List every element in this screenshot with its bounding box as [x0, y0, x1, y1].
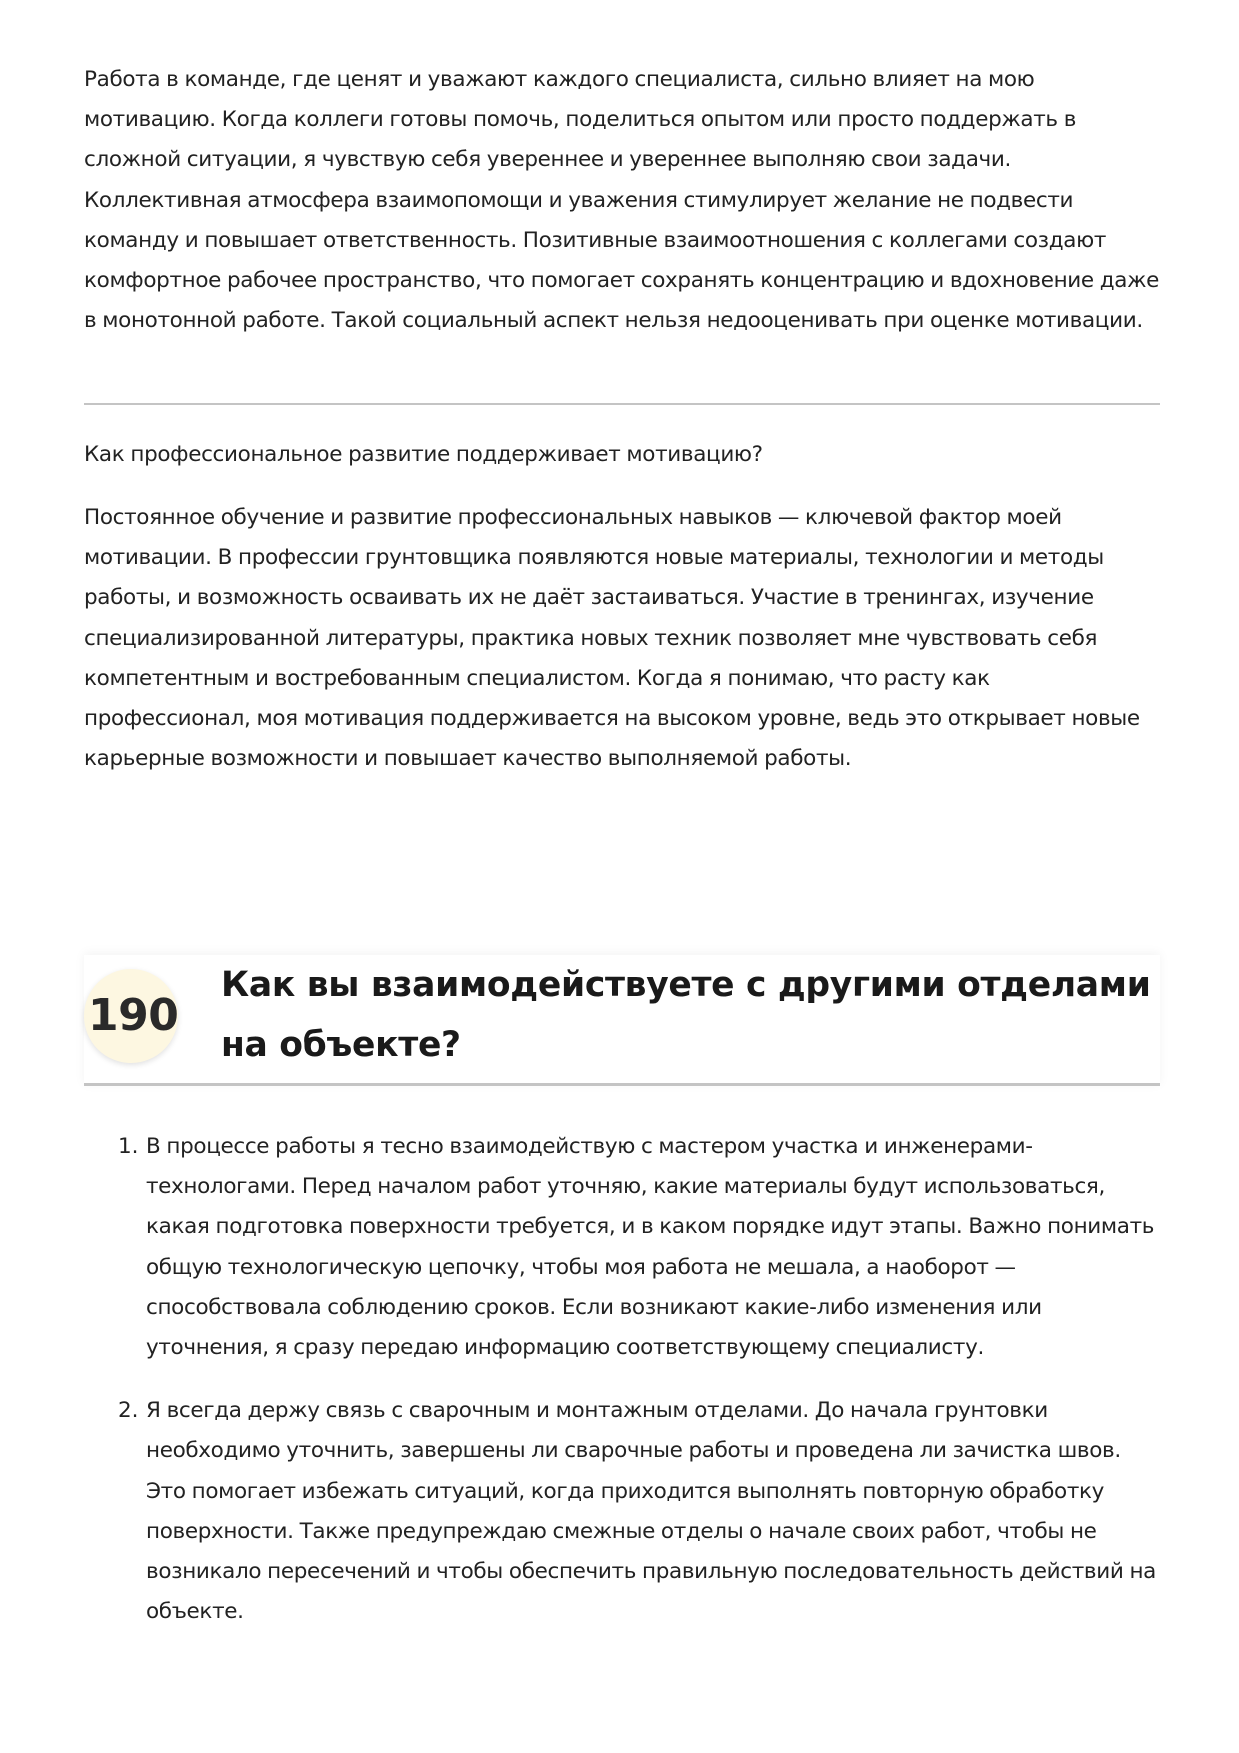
- list-item-text: В процессе работы я тесно взаимодействую с мастером участка и инженерами-технологами. Перед началом работ уточняю, какие материалы будут использоваться, какая подготовка поверхности требуется, и в каком порядке идут этапы. Важно понимать общую технологическую цепочку, чтобы моя работа не мешала, а наоборот — способствовала соблюдению сроков. Если возникают какие-либо изменения или уточнения, я сразу передаю информацию соответствующему специалисту.: [146, 1134, 1155, 1361]
- paragraph-teamwork: Работа в команде, где ценят и уважают каждого специалиста, сильно влияет на мою мотивацию. Когда коллеги готовы помочь, поделиться опытом или просто поддержать в сложной ситуации, я чувствую себя увереннее и увереннее выполняю свои задачи. Коллективная атмосфера взаимопомощи и уважения стимулирует желание не подвести команду и повышает ответственность. Позитивные взаимоотношения с коллегами создают комфортное рабочее пространство, что помогает сохранять концентрацию и вдохновение даже в монотонной работе. Такой социальный аспект нельзя недооценивать при оценке мотивации.: [84, 67, 1159, 334]
- list-item-marker: 1.: [118, 1134, 139, 1159]
- list-item: [118, 1391, 1160, 1632]
- paragraph-development: Постоянное обучение и развитие профессиональных навыков — ключевой фактор моей мотивации. В профессии грунтовщика появляются новые материалы, технологии и методы работы, и возможность осваивать их не даёт застаиваться. Участие в тренингах, изучение специализированной литературы, практика новых техник позволяет мне чувствовать себя компетентным и востребованным специалистом. Когда я понимаю, что расту как профессионал, моя мотивация поддерживается на высоком уровне, ведь это открывает новые карьерные возможности и повышает качество выполняемой работы.: [84, 505, 1140, 772]
- section-divider: [84, 403, 1160, 405]
- question-number: 190: [88, 990, 179, 1041]
- question-header: [84, 955, 1160, 1086]
- list-item-text: Я всегда держу связь с сварочным и монтажным отделами. До начала грунтовки необходимо уточнить, завершены ли сварочные работы и проведена ли зачистка швов. Это помогает избежать ситуаций, когда приходится выполнять повторную обработку поверхности. Также предупреждаю смежные отделы о начале своих работ, чтобы не возникало пересечений и чтобы обеспечить правильную последовательность действий на объекте.: [146, 1398, 1156, 1625]
- list-item: [118, 1127, 1160, 1368]
- subquestion-heading: Как профессиональное развитие поддерживает мотивацию?: [84, 442, 763, 467]
- list-item-marker: 2.: [118, 1398, 139, 1424]
- question-title: Как вы взаимодействуете с другими отделами на объекте?: [221, 965, 1151, 1065]
- answer-list: [118, 1127, 1160, 1655]
